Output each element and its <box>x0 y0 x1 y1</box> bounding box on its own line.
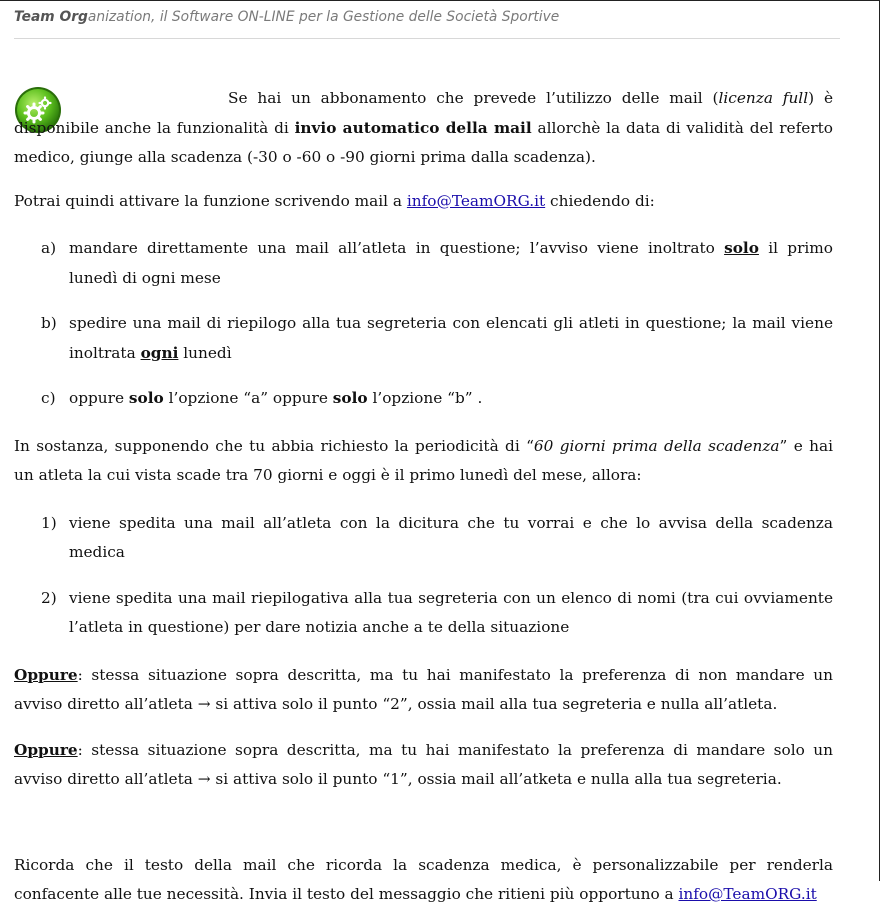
option-marker: c) <box>41 389 56 407</box>
result-2: 2) viene spedita una mail riepilogativa alla tua segreteria con un elenco di nomi (tra cui ovviamente l’atleta in questione) per dare notizia anche a te della situazione <box>41 584 833 643</box>
option-c: c) oppure solo l’opzione “a” oppure solo l’opzione “b” . <box>41 384 833 414</box>
page-border-top <box>0 0 880 1</box>
period-quote: 60 giorni prima della scadenza <box>533 436 780 455</box>
alternative-paragraph-1: Oppure: stessa situazione sopra descritta, ma tu hai manifestato la preferenza di non mandare un avviso diretto all’atleta → si attiva solo il punto “2”, ossia mail alla tua segreteria e nulla all’atleta. <box>14 665 833 713</box>
intro-paragraph: Se hai un abbonamento che prevede l’utilizzo delle mail (licenza full) è disponibile anche la funzionalità di invio automatico della mail allorchè la data di validità del referto medico, giunge alla scadenza (-30 o -60 o -90 giorni prima dalla scadenza). <box>14 89 833 166</box>
option-a: a) mandare direttamente una mail all’atleta in questione; l’avviso viene inoltrato solo il primo lunedì di ogni mese <box>41 234 833 293</box>
alternative-paragraph-2: Oppure: stessa situazione sopra descritta, ma tu hai manifestato la preferenza di mandare solo un avviso diretto all’atleta → si attiva solo il punto “1”, ossia mail all’atketa e nulla alla tua segreteria. <box>14 740 833 788</box>
document-body <box>14 84 833 910</box>
alternative-label: Oppure <box>14 665 78 684</box>
option-marker: b) <box>41 314 57 332</box>
result-marker: 2) <box>41 588 57 607</box>
summary-paragraph: In sostanza, supponendo che tu abbia richiesto la periodicità di “60 giorni prima della scadenza” e hai un atleta la cui vista scade tra 70 giorni e oggi è il primo lunedì del mese, allora: <box>14 436 833 484</box>
result-marker: 1) <box>41 513 57 532</box>
auto-mail-feature: invio automatico della mail <box>294 118 532 137</box>
license-label: licenza full <box>718 89 809 107</box>
alternative-label: Oppure <box>14 740 78 759</box>
page-header <box>14 9 840 39</box>
email-link[interactable]: info@TeamORG.it <box>678 885 817 903</box>
page-border-right <box>879 0 880 881</box>
email-link[interactable]: info@TeamORG.it <box>406 191 546 210</box>
header-brand-text: anization, il Software ON-LINE per la Gestione delle Società Sportive <box>87 9 560 25</box>
activate-paragraph: Potrai quindi attivare la funzione scrivendo mail a info@TeamORG.it chiedendo di: <box>14 191 655 210</box>
closing-paragraph: Ricorda che il testo della mail che ricorda la scadenza medica, è personalizzabile per renderla confacente alle tue necessità. Invia il testo del messaggio che ritieni più opportuno a info@TeamORG.it <box>14 855 833 903</box>
option-marker: a) <box>41 239 57 257</box>
option-b: b) spedire una mail di riepilogo alla tua segreteria con elencati gli atleti in questione; la mail viene inoltrata ogni lunedì <box>41 309 833 368</box>
result-1: 1) viene spedita una mail all’atleta con la dicitura che tu vorrai e che lo avvisa della scadenza medica <box>41 509 833 568</box>
header-brand-bold: Team Org <box>14 9 88 25</box>
